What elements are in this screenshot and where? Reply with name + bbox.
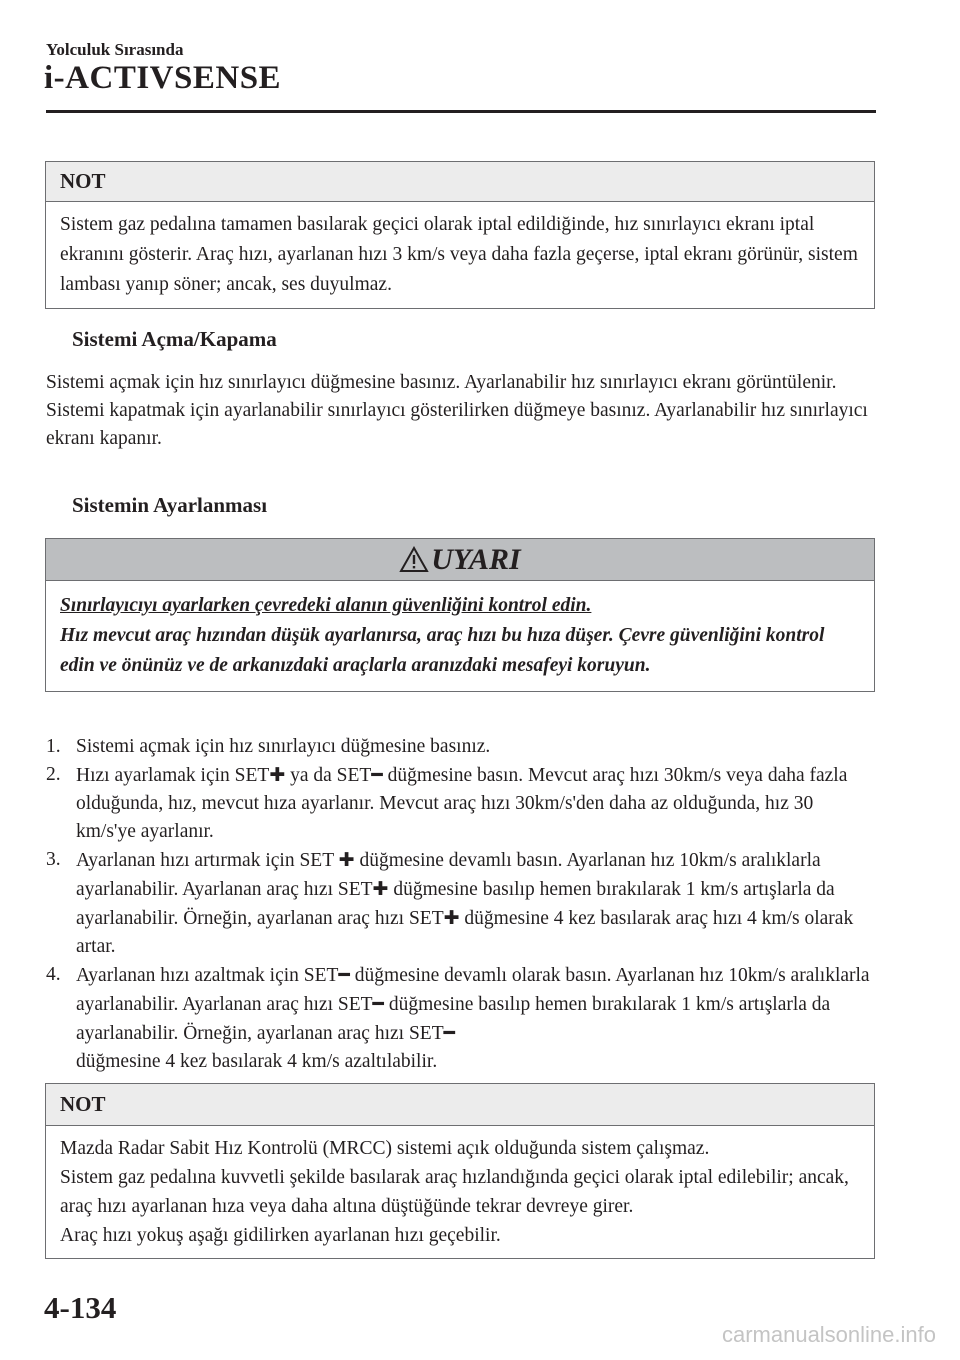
section-title: i-ACTIVSENSE (44, 60, 282, 96)
subheading-on-off: Sistemi Açma/Kapama (72, 327, 277, 351)
plus-icon: ✚ (372, 878, 389, 900)
chapter-label: Yolculuk Sırasında (46, 40, 184, 59)
warning-line-1: Sınırlayıcıyı ayarlarken çevredeki alanın güvenliğini kontrol edin. (60, 595, 592, 616)
subheading-setting: Sistemin Ayarlanması (72, 493, 268, 517)
minus-icon: ━ (443, 1022, 456, 1044)
warning-triangle-icon (399, 546, 429, 573)
minus-icon: ━ (371, 764, 383, 786)
note-heading: NOT (46, 1084, 874, 1126)
step-text: Sistemi açmak için hız sınırlayıcı düğmesine basınız. (76, 736, 491, 757)
step-number: 3. (46, 849, 61, 870)
note-paragraph: Sistem gaz pedalına tamamen basılarak geçici olarak iptal edildiğinde, hız sınırlayıcı ekranı iptal ekranını gösterir. Araç hızı, ayarlanan hızı 3 km/s veya daha fazla geçerse, iptal ekranı görünür, sistem lambası yanıp söner; ancak, ses duyulmaz. (60, 214, 858, 295)
note-paragraph: Mazda Radar Sabit Hız Kontrolü (MRCC) sistemi açık olduğunda sistem çalışmaz. (60, 1138, 710, 1159)
off-paragraph: Sistemi kapatmak için ayarlanabilir sınırlayıcı gösterilirken düğmeye basınız. Ayarlanabilir hız sınırlayıcı ekranı kapanır. (46, 400, 868, 449)
watermark: carmanualsonline.info (721, 1322, 936, 1347)
note-box-2 (45, 1083, 875, 1259)
step-text: Hızı ayarlamak için SET✚ ya da SET━ düğmesine basın. Mevcut araç hızı 30km/s veya daha fazla olduğunda, hız, mevcut hıza ayarlanır. Mevcut araç hızı 30km/s'den daha az olduğunda, hız 30 km/s'ye ayarlanır. (76, 764, 848, 842)
plus-icon: ✚ (338, 849, 355, 871)
list-item (46, 733, 876, 761)
plus-icon: ✚ (269, 764, 286, 786)
on-paragraph: Sistemi açmak için hız sınırlayıcı düğmesine basınız. Ayarlanabilir hız sınırlayıcı ekranı görüntülenir. (46, 372, 837, 393)
note-text (46, 202, 874, 308)
on-off-paragraphs (46, 369, 876, 453)
note-text (46, 1126, 874, 1258)
warning-line-2: Hız mevcut araç hızından düşük ayarlanırsa, araç hızı bu hıza düşer. Çevre güvenliğini kontrol edin ve önünüz ve de arkanızdaki araçlarla aranızdaki mesafeyi koruyun. (60, 625, 825, 676)
warning-box (45, 538, 875, 692)
note-paragraph: Araç hızı yokuş aşağı gidilirken ayarlanan hızı geçebilir. (60, 1225, 501, 1246)
steps-list (46, 733, 876, 1076)
minus-icon: ━ (338, 964, 350, 986)
step-number: 4. (46, 964, 61, 985)
note-heading: NOT (46, 162, 874, 202)
list-item (46, 961, 876, 1076)
step-text: Ayarlanan hızı artırmak için SET ✚ düğmesine devamlı basın. Ayarlanan hız 10km/s aralıklarla ayarlanabilir. Ayarlanan araç hızı SET✚ düğmesine basılıp hemen bırakılarak 1 km/s artışlarla da ayarlanabilir. Örneğin, ayarlanan araç hızı SET✚ düğmesine 4 kez basılarak araç hızı 4 km/s olarak artar. (76, 849, 854, 957)
step-text: Ayarlanan hızı azaltmak için SET━ düğmesine devamlı olarak basın. Ayarlanan hız 10km/s aralıklarla ayarlanabilir. Ayarlanan araç hızı SET━ düğmesine basılıp hemen bırakılarak 1 km/s artışlarla da ayarlanabilir. Örneğin, ayarlanan araç hızı SET━ düğmesine 4 kez basılarak 4 km/s azaltılabilir. (76, 964, 870, 1072)
warning-heading (46, 539, 874, 581)
step-number: 2. (46, 764, 61, 785)
page-number: 4-134 (44, 1290, 117, 1325)
list-item (46, 846, 876, 961)
header-rule (46, 110, 876, 113)
warning-heading-text: UYARI (431, 542, 521, 576)
plus-icon: ✚ (443, 907, 460, 929)
step-number: 1. (46, 736, 61, 757)
minus-icon: ━ (372, 993, 384, 1015)
warning-text (46, 581, 874, 691)
list-item (46, 761, 876, 846)
note-paragraph: Sistem gaz pedalına kuvvetli şekilde basılarak araç hızlandığında geçici olarak iptal edilebilir; ancak, araç hızı ayarlanan hıza veya daha altına düştüğünde tekrar devreye girer. (60, 1167, 849, 1217)
note-box-1 (45, 161, 875, 309)
